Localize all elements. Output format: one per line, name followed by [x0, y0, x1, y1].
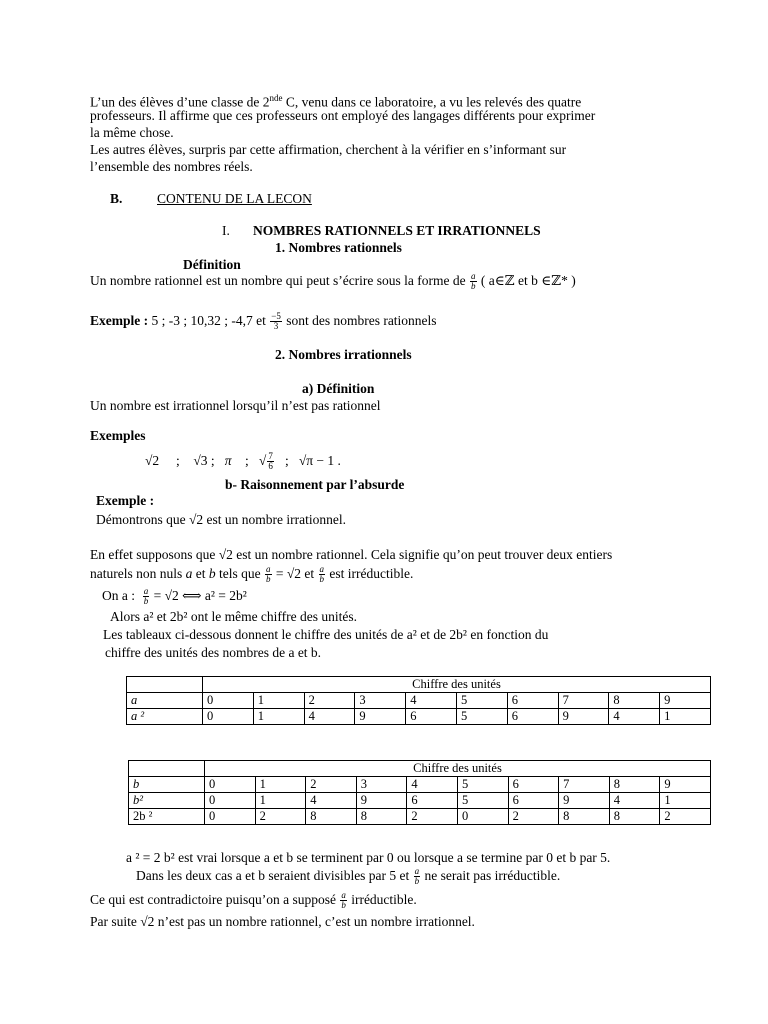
section-letter: B.: [110, 191, 123, 206]
table-cell: 6: [407, 793, 458, 809]
intro-line-5: l’ensemble des nombres réels.: [90, 159, 253, 174]
intro-line-2: professeurs. Il affirme que ces professeurs ont employé des langages différents pour exprimer: [90, 108, 596, 123]
row-label: 2b ²: [129, 809, 205, 825]
conclusion-line-4: Par suite √2 n’est pas un nombre rationnel, c’est un nombre irrationnel.: [90, 914, 475, 929]
conclusion-line-1: a ² = 2 b² est vrai lorsque a et b se terminent par 0 ou lorsque a se termine par 0 et b par 5.: [126, 850, 611, 865]
table-cell: 8: [609, 809, 660, 825]
section-title: CONTENU DE LA LECON: [157, 191, 312, 206]
proof-line-5: Les tableaux ci-dessous donnent le chiffre des unités de a² et de 2b² en fonction du: [103, 627, 549, 642]
table-cell: 7: [558, 693, 609, 709]
table-header-row: [127, 677, 711, 693]
table-cell: 8: [609, 693, 660, 709]
conclusion-line-2: Dans les deux cas a et b seraient divisibles par 5 et $\frac{a}{b}$ ne serait pas irréductible.: [136, 866, 561, 887]
table-cell: 2: [306, 777, 357, 793]
table-b-units: [128, 760, 711, 825]
table-cell: 4: [609, 709, 660, 725]
table-cell: 7: [559, 777, 610, 793]
table-row: [129, 793, 711, 809]
table-cell: 6: [507, 693, 558, 709]
conclusion-line-3: Ce qui est contradictoire puisqu’on a supposé $\frac{a}{b}$ irréductible.: [90, 890, 417, 911]
table-cell: 5: [457, 777, 508, 793]
table-cell: 4: [304, 709, 355, 725]
table-cell: 6: [508, 777, 559, 793]
sub2-title: 2. Nombres irrationnels: [275, 347, 412, 362]
table-cell: 1: [253, 693, 304, 709]
table-cell: 1: [660, 793, 711, 809]
proof-line-3: On a : $\frac{a}{b}$ = √2 ⟺ a² = 2b²: [102, 586, 247, 607]
table-cell: 1: [255, 793, 306, 809]
table-cell: 9: [559, 793, 610, 809]
table-cell: 2: [304, 693, 355, 709]
table-cell: 0: [203, 709, 254, 725]
examples-heading: Exemples: [90, 428, 146, 443]
table-cell: 1: [660, 709, 711, 725]
fraction-a-b-3: $\frac{a}{b}$: [319, 564, 325, 585]
table-header: Chiffre des unités: [203, 677, 711, 693]
table-cell: 4: [407, 777, 458, 793]
table-cell: 5: [457, 793, 508, 809]
table-cell: 5: [456, 693, 507, 709]
table-cell: 4: [406, 693, 457, 709]
table-cell: 2: [660, 809, 711, 825]
proof-line-4: Alors a² et 2b² ont le même chiffre des unités.: [110, 609, 358, 624]
table-cell: 0: [205, 809, 256, 825]
proof-line-1: En effet supposons que √2 est un nombre rationnel. Cela signifie qu’on peut trouver deux entiers: [90, 547, 613, 562]
table-row: [127, 709, 711, 725]
row-label: a ²: [127, 709, 203, 725]
table-cell: 8: [559, 809, 610, 825]
table-cell: 9: [558, 709, 609, 725]
part-title: NOMBRES RATIONNELS ET IRRATIONNELS: [253, 223, 541, 238]
sub1-title: 1. Nombres rationnels: [275, 240, 402, 255]
fraction-a-b: $\frac{a}{b}$: [471, 271, 476, 292]
fraction-minus-5-3: $\frac{-5}{3}$: [271, 311, 281, 332]
sub2-a-text: Un nombre est irrationnel lorsqu’il n’est pas rationnel: [90, 398, 381, 413]
table-cell: 6: [406, 709, 457, 725]
table-cell: 0: [203, 693, 254, 709]
table-cell: 0: [205, 777, 256, 793]
table-row: [129, 777, 711, 793]
example-rational: Exemple : 5 ; -3 ; 10,32 ; -4,7 et $\frac{-5}{3}$ sont des nombres rationnels: [90, 311, 437, 332]
row-label: b: [129, 777, 205, 793]
definition-text: Un nombre rationnel est un nombre qui peut s’écrire sous la forme de $\frac{a}{b}$ ( a∈ℤ et b ∈ℤ* ): [90, 271, 576, 292]
table-cell: 2: [255, 809, 306, 825]
proof-line-2: naturels non nuls a et b tels que $\frac{a}{b}$ = √2 et $\frac{a}{b}$ est irréductible.: [90, 564, 414, 585]
fraction-a-b-4: $\frac{a}{b}$: [143, 586, 149, 607]
sub2-a-title: a) Définition: [302, 381, 375, 396]
table-cell: 5: [456, 709, 507, 725]
table-cell: 4: [609, 793, 660, 809]
table-cell: 4: [306, 793, 357, 809]
table-cell: 9: [660, 777, 711, 793]
table-cell: 0: [205, 793, 256, 809]
row-label: b²: [129, 793, 205, 809]
table-cell: 1: [255, 777, 306, 793]
table-cell: 8: [356, 809, 407, 825]
table-cell: 2: [407, 809, 458, 825]
table-row: [129, 809, 711, 825]
row-label: a: [127, 693, 203, 709]
table-cell: 3: [356, 777, 407, 793]
definition-heading: Définition: [183, 257, 241, 272]
fraction-a-b-6: $\frac{a}{b}$: [341, 890, 346, 911]
table-cell: 2: [508, 809, 559, 825]
intro-line-3: la même chose.: [90, 125, 174, 140]
intro-line-1: L’un des élèves d’une classe de 2nde C, venu dans ce laboratoire, a vu les relevés des quatre: [90, 93, 582, 110]
sub2-b-title: b- Raisonnement par l’absurde: [225, 477, 405, 492]
fraction-a-b-5: $\frac{a}{b}$: [414, 866, 420, 887]
table-cell: 6: [508, 793, 559, 809]
table-header-row: [129, 761, 711, 777]
table-cell: 1: [253, 709, 304, 725]
part-number: I.: [222, 223, 230, 238]
table-row: [127, 693, 711, 709]
table-a-units: [126, 676, 711, 725]
table-cell: 9: [355, 709, 406, 725]
table-cell: 8: [609, 777, 660, 793]
fraction-a-b-2: $\frac{a}{b}$: [266, 564, 271, 585]
table-cell: 8: [306, 809, 357, 825]
irrational-examples: √2 ; √3 ; π ; √ $\frac{7}{6}$ ; √π − 1 .: [145, 451, 341, 472]
table-header: Chiffre des unités: [205, 761, 711, 777]
table-cell: 0: [457, 809, 508, 825]
table-cell: 3: [355, 693, 406, 709]
intro-line-4: Les autres élèves, surpris par cette affirmation, cherchent à la vérifier en s’informant sur: [90, 142, 567, 157]
table-cell: 6: [507, 709, 558, 725]
fraction-7-6: $\frac{7}{6}$: [268, 451, 273, 472]
table-cell: 9: [660, 693, 711, 709]
proof-line-6: chiffre des unités des nombres de a et b.: [105, 645, 322, 660]
example-heading-2: Exemple :: [96, 493, 155, 508]
example-2-text: Démontrons que √2 est un nombre irrationnel.: [96, 512, 346, 527]
table-cell: 9: [356, 793, 407, 809]
